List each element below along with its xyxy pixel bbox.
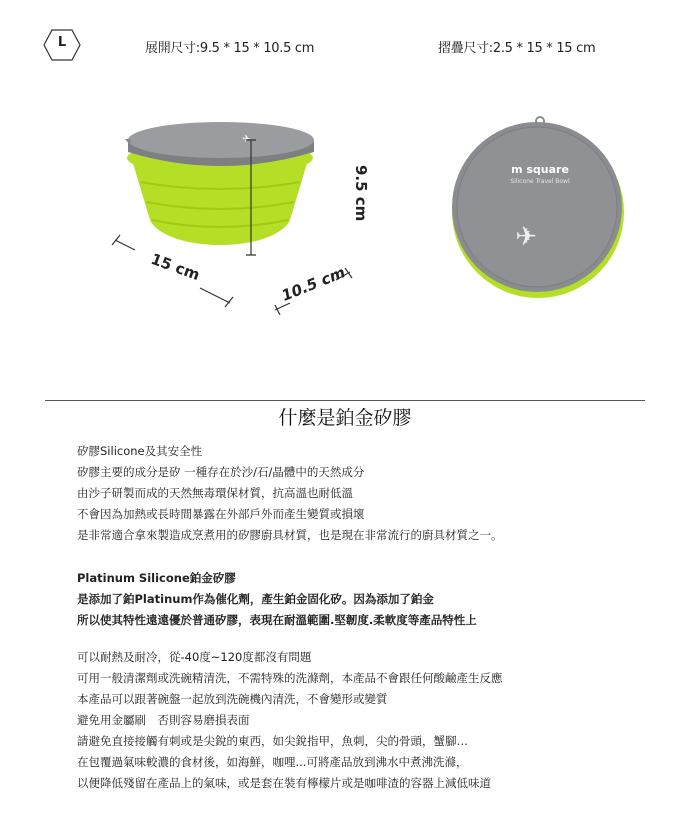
intro-line: 由沙子研製而成的天然無毒環保材質，抗高溫也耐低溫 (77, 486, 353, 500)
care-paragraph (77, 647, 503, 794)
size-badge-label: L (57, 35, 67, 50)
care-line: 本產品可以跟著碗盤一起放到洗碗機內清洗，不會變形或變質 (77, 692, 388, 706)
care-line: 以便降低殘留在產品上的氣味，或是套在裝有檸檬片或是咖啡渣的容器上減低味道 (77, 776, 491, 790)
platinum-paragraph (77, 568, 477, 631)
care-line: 可以耐熱及耐冷，從-40度~120度都沒有問題 (77, 650, 312, 664)
dimension-lines (100, 120, 370, 320)
brand-logo: m square (511, 163, 569, 176)
care-line: 請避免直接接觸有刺或是尖銳的東西，如尖銳指甲，魚刺，尖的骨頭，蟹腳… (77, 734, 468, 748)
section-divider (45, 400, 645, 401)
intro-paragraph (77, 441, 503, 546)
care-line: 避免用金屬刷 否則容易磨損表面 (77, 713, 250, 727)
intro-line: 矽膠Silicone及其安全性 (77, 444, 203, 458)
brand-subtitle: Silicone Travel Bowl (510, 178, 570, 185)
platinum-line: 是添加了鉑Platinum作為催化劑，產生鉑金固化矽。因為添加了鉑金 (77, 592, 434, 606)
lid-top-image (440, 110, 640, 310)
expanded-size-spec: 展開尺寸:9.5 * 15 * 10.5 cm (145, 41, 315, 56)
intro-line: 矽膠主要的成分是矽 一種存在於沙/石/晶體中的天然成分 (77, 465, 365, 479)
platinum-line: Platinum Silicone鉑金矽膠 (77, 571, 236, 585)
section-title: 什麼是鉑金矽膠 (278, 407, 412, 429)
width-dimension-label: 15 cm (148, 249, 203, 285)
care-line: 可用一般清潔劑或洗碗精清洗，不需特殊的洗滌劑，本產品不會跟任何酸鹼產生反應 (77, 671, 503, 685)
height-dimension-label: 9.5 cm (352, 165, 370, 222)
airplane-logo-icon: ✈ (242, 134, 251, 145)
folded-size-spec: 摺疊尺寸:2.5 * 15 * 15 cm (438, 41, 596, 56)
care-line: 在包覆過氣味較濃的食材後，如海鮮，咖哩...可將產品放到沸水中煮沸洗滌， (77, 755, 468, 769)
intro-line: 不會因為加熱或長時間暴露在外部戶外而產生變質或損壞 (77, 507, 365, 521)
platinum-line: 所以使其特性遠遠優於普通矽膠，表現在耐溫範圍.堅韌度.柔軟度等產品特性上 (77, 613, 477, 627)
depth-dimension-label: 10.5 cm (279, 263, 348, 305)
airplane-icon: ✈ (515, 222, 537, 252)
intro-line: 是非常適合拿來製造成烹煮用的矽膠廚具材質，也是現在非常流行的廚具材質之一。 (77, 528, 503, 542)
